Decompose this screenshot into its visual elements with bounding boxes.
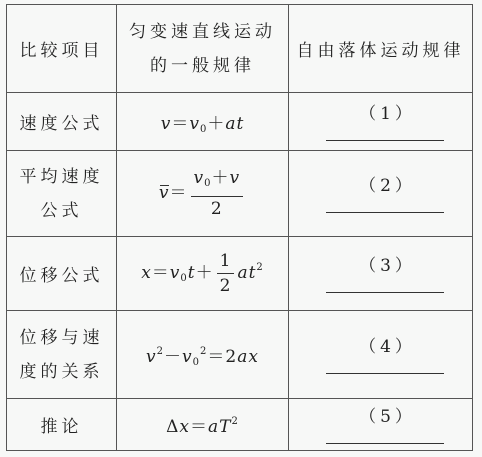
velocity-formula: $v=v_0+at$	[117, 93, 289, 151]
answer-blank-3[interactable]: （3）	[289, 237, 473, 311]
header-row	[7, 5, 473, 93]
header-compare-item: 比较项目	[7, 5, 117, 93]
header-free-fall: 自由落体运动规律	[289, 5, 473, 93]
average-velocity-formula: v＝ $\frac{v_0+v}{2}$	[117, 151, 289, 237]
answer-blank-2[interactable]: （2）	[289, 151, 473, 237]
table-row	[7, 93, 473, 151]
table-row	[7, 399, 473, 451]
answer-blank-4[interactable]: （4）	[289, 311, 473, 399]
velocity-displacement-formula: $v^2-v_0^2=2ax$	[117, 311, 289, 399]
row-label: 位移与速 度的关系	[7, 311, 117, 399]
table-row	[7, 237, 473, 311]
row-label: 速度公式	[7, 93, 117, 151]
row-label: 推论	[7, 399, 117, 451]
header-uniform-accel: 匀变速直线运动 的一般规律	[117, 5, 289, 93]
row-label: 位移公式	[7, 237, 117, 311]
table-row	[7, 151, 473, 237]
inference-formula: $\Delta x=aT^2$	[117, 399, 289, 451]
row-label: 平均速度 公式	[7, 151, 117, 237]
answer-blank-1[interactable]: （1）	[289, 93, 473, 151]
answer-blank-5[interactable]: （5）	[289, 399, 473, 451]
comparison-table	[6, 4, 473, 451]
displacement-formula: $x=v_0t+$ $\frac{1}{2}$ $at^2$	[117, 237, 289, 311]
table-row	[7, 311, 473, 399]
